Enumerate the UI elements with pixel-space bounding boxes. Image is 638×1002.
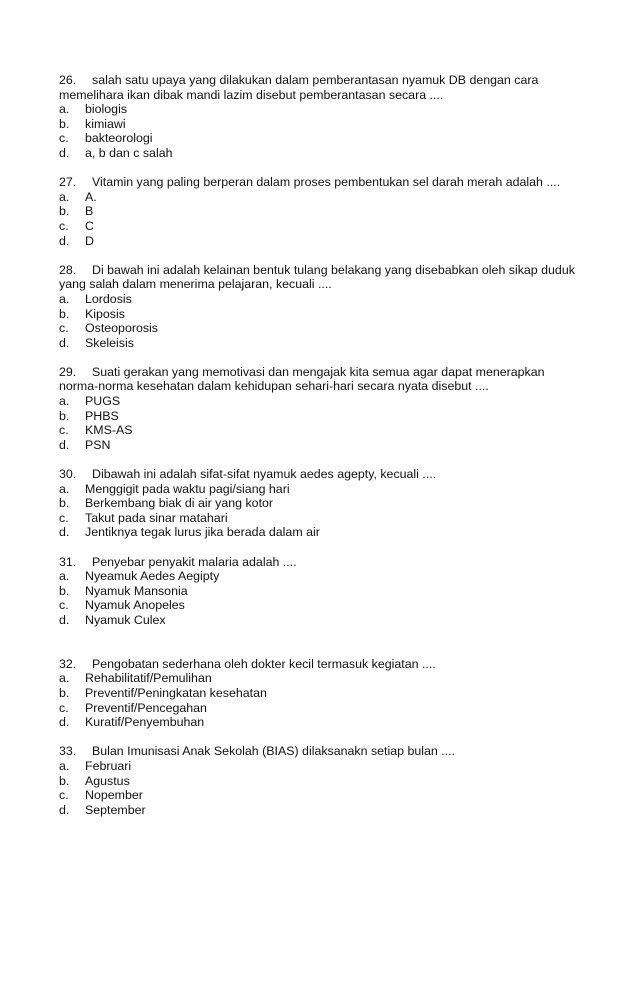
option-b: b. Agustus [59, 773, 130, 788]
question-text: salah satu upaya yang dilakukan dalam pemberantasan nyamuk DB dengan cara memelihara ikan dibak mandi lazim disebut pemberantasan secara .... [59, 73, 539, 102]
option-b: b. Kiposis [59, 306, 125, 321]
question-number: 30. [59, 467, 77, 482]
option-d: d. Jentiknya tegak lurus jika berada dalam air [59, 525, 320, 540]
question-stem [59, 365, 579, 394]
question-28 [59, 263, 579, 351]
option-d: d. Nyamuk Culex [59, 612, 166, 627]
option-a: a. Rehabilitatif/Pemulihan [59, 671, 212, 686]
option-b: b. kimiawi [59, 116, 126, 131]
question-text: Vitamin yang paling berperan dalam proses pembentukan sel darah merah adalah .... [92, 175, 561, 190]
option-d: d. Kuratif/Penyembuhan [59, 715, 205, 730]
question-number: 33. [59, 744, 77, 759]
option-a: a. Menggigit pada waktu pagi/siang hari [59, 481, 290, 496]
question-32 [59, 657, 579, 730]
option-b: b. B [59, 204, 94, 219]
question-stem [59, 175, 579, 190]
question-26 [59, 73, 579, 161]
question-29 [59, 365, 579, 453]
option-a: a. Februari [59, 758, 132, 773]
option-a: a. PUGS [59, 394, 121, 409]
question-number: 32. [59, 656, 77, 671]
question-number: 27. [59, 175, 77, 190]
option-d: d. a, b dan c salah [59, 145, 173, 160]
option-c: c. KMS-AS [59, 423, 133, 438]
option-a: a. Nyeamuk Aedes Aegipty [59, 569, 220, 584]
option-d: d. D [59, 233, 94, 248]
option-c: c. Nopember [59, 788, 143, 803]
option-b: b. PHBS [59, 408, 119, 423]
question-text: Suati gerakan yang memotivasi dan mengajak kita semua agar dapat menerapkan norma-norma kesehatan dalam kehidupan sehari-hari secara nyata disebut .... [59, 364, 545, 394]
question-text: Dibawah ini adalah sifat-sifat nyamuk aedes agepty, kecuali .... [92, 467, 437, 482]
question-stem [59, 657, 579, 672]
option-a: a. biologis [59, 102, 128, 117]
option-b: b. Berkembang biak di air yang kotor [59, 496, 274, 511]
question-stem [59, 744, 579, 759]
question-number: 26. [59, 73, 77, 87]
document-page [59, 73, 579, 832]
question-text: Penyebar penyakit malaria adalah .... [92, 554, 297, 569]
option-d: d. September [59, 802, 146, 817]
question-33 [59, 744, 579, 817]
option-c: c. bakteorologi [59, 131, 153, 146]
option-d: d. Skeleisis [59, 335, 134, 350]
option-a: a. A. [59, 189, 97, 204]
option-b: b. Preventif/Peningkatan kesehatan [59, 685, 267, 700]
option-c: c. Osteoporosis [59, 321, 159, 336]
option-c: c. Preventif/Pencegahan [59, 700, 207, 715]
question-text: Bulan Imunisasi Anak Sekolah (BIAS) dilaksanakn setiap bulan .... [92, 744, 455, 759]
question-30 [59, 467, 579, 540]
question-text: Di bawah ini adalah kelainan bentuk tulang belakang yang disebabkan oleh sikap duduk yang salah dalam menerima pelajaran, kecuali .... [59, 262, 575, 292]
option-c: c. C [59, 218, 94, 233]
question-number: 29. [59, 364, 77, 379]
question-stem [59, 467, 579, 482]
question-stem [59, 555, 579, 570]
option-c: c. Takut pada sinar matahari [59, 510, 228, 525]
option-d: d. PSN [59, 437, 111, 452]
option-a: a. Lordosis [59, 291, 132, 306]
option-b: b. Nyamuk Mansonia [59, 583, 188, 598]
question-27 [59, 175, 579, 248]
question-text: Pengobatan sederhana oleh dokter kecil termasuk kegiatan .... [92, 656, 436, 671]
question-number: 31. [59, 554, 77, 569]
question-31 [59, 555, 579, 628]
question-stem [59, 73, 579, 102]
option-c: c. Nyamuk Anopeles [59, 598, 185, 613]
question-stem [59, 263, 579, 292]
question-number: 28. [59, 262, 77, 277]
